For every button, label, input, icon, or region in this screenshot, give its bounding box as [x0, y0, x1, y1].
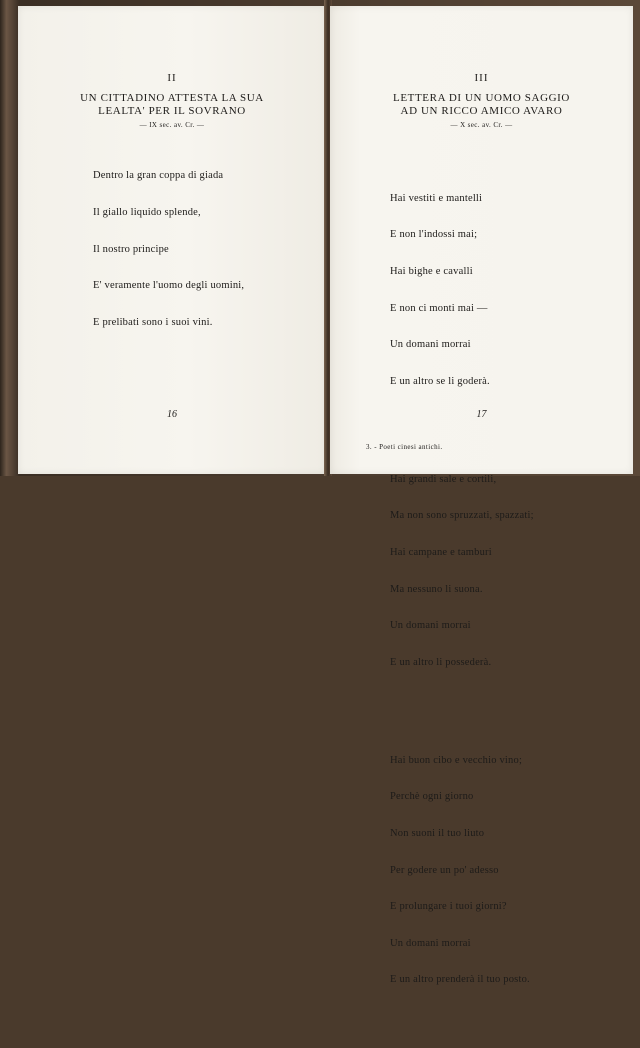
poem-title — [18, 92, 326, 118]
poem-line: Il giallo liquido splende, — [93, 207, 201, 219]
poem-line: E prelibati sono i suoi vini. — [93, 316, 213, 328]
poem-line: Hai buon cibo e vecchio vino; — [390, 754, 523, 766]
poem-title-line-2: AD UN RICCO AMICO AVARO — [400, 105, 563, 117]
stanza — [390, 168, 534, 412]
poem-title — [330, 92, 633, 118]
footnote: 3. - Poeti cinesi antichi. — [366, 443, 443, 451]
poem-title-line-1: LETTERA DI UN UOMO SAGGIO — [393, 92, 570, 104]
page-number: 16 — [167, 409, 177, 420]
poem-dating: — X sec. av. Cr. — — [450, 121, 513, 129]
poem-numeral: III — [474, 72, 489, 84]
poem-line: E non ci monti mai — — [390, 302, 488, 314]
poem-line: Ma non sono spruzzati, spazzati; — [390, 510, 534, 522]
poem-numeral: II — [167, 72, 177, 84]
stanza — [390, 449, 534, 693]
poem-title-line-2: LEALTA' PER IL SOVRANO — [98, 105, 246, 117]
right-page — [330, 6, 633, 986]
poem-line: E non l'indossi mai; — [390, 229, 478, 241]
poem-line: E prolungare i tuoi giorni? — [390, 901, 507, 913]
poem-line: Perchè ogni giorno — [390, 791, 474, 803]
poem-line: E un altro prenderà il tuo posto. — [390, 974, 530, 986]
poem-line: Un domani morrai — [390, 339, 471, 351]
poem-line: E un altro li possederà. — [390, 656, 492, 668]
poem-body — [93, 146, 244, 353]
poem-line: Non suoni il tuo liuto — [390, 827, 485, 839]
poem-line: Il nostro principe — [93, 243, 169, 255]
poem-line: E un altro se li goderà. — [390, 375, 490, 387]
left-page — [18, 6, 326, 474]
poem-line: Hai vestiti e mantelli — [390, 192, 483, 204]
poem-line: Hai grandi sale e cortili, — [390, 473, 497, 485]
stanza — [390, 730, 534, 1011]
poem-line: Hai bighe e cavalli — [390, 266, 473, 278]
poem-dating: — IX sec. av. Cr. — — [139, 121, 205, 129]
page-number: 17 — [476, 409, 487, 420]
poem-line: Per godere un po' adesso — [390, 864, 499, 876]
poem-title-line-1: UN CITTADINO ATTESTA LA SUA — [80, 92, 264, 104]
poem-line: Un domani morrai — [390, 937, 471, 949]
poem-line: E' veramente l'uomo degli uomini, — [93, 280, 245, 292]
poem-line: Ma nessuno li suona. — [390, 583, 483, 595]
poem-line: Hai campane e tamburi — [390, 547, 492, 558]
poem-body — [390, 144, 534, 1048]
poem-line: Un domani morrai — [390, 620, 471, 632]
poem-line: Dentro la gran coppa di giada — [93, 170, 224, 182]
